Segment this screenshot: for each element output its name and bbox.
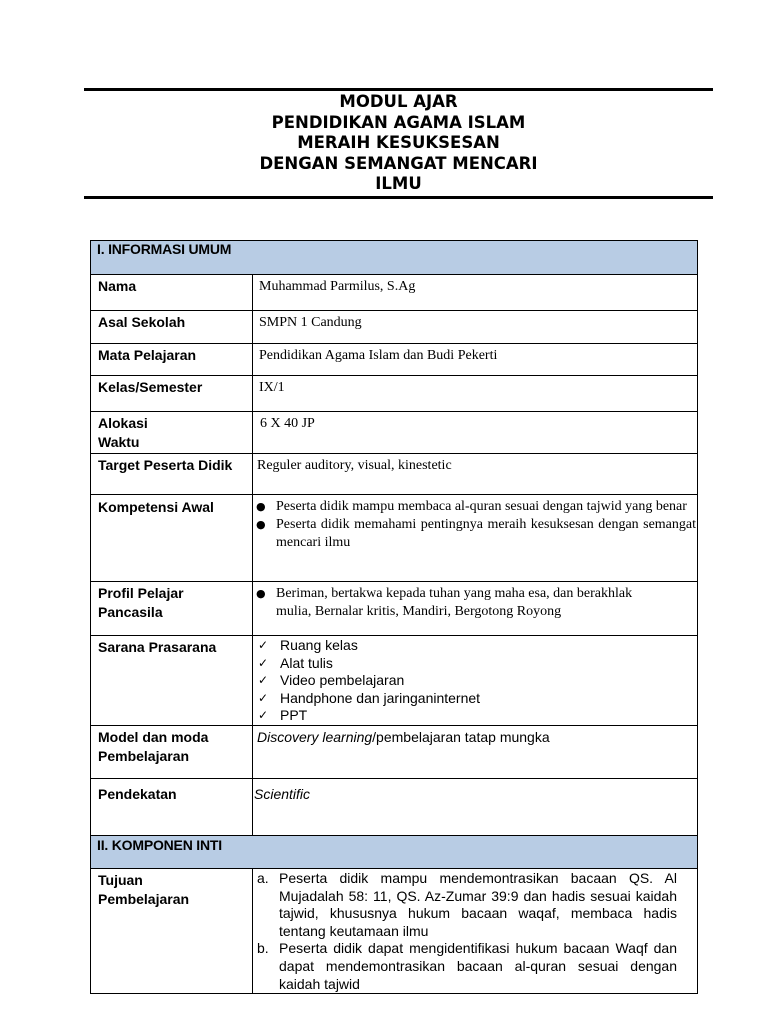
row-label (91, 582, 253, 636)
row-label-line: Pancasila (98, 604, 163, 620)
list-item-text: Peserta didik mampu membaca al-quran sesuai dengan tajwid yang benar (276, 499, 687, 514)
tujuan-list (257, 870, 697, 993)
kompetensi-list (256, 498, 697, 552)
list-item (258, 690, 697, 708)
row-nama (91, 275, 698, 311)
model-name: Discovery learning (257, 729, 373, 745)
list-item (256, 516, 697, 552)
row-value (253, 869, 698, 994)
row-target-peserta-didik (91, 454, 698, 495)
row-label-line: Profil Pelajar (98, 585, 184, 601)
list-item (257, 940, 697, 993)
row-pendekatan (91, 779, 698, 836)
row-label: Target Peserta Didik (91, 454, 253, 495)
row-label: Sarana Prasarana (91, 636, 253, 726)
row-label-line: Tujuan (98, 872, 143, 888)
module-info-table (90, 240, 698, 994)
list-item-text: Ruang kelas (280, 637, 358, 653)
title-line: DENGAN SEMANGAT MENCARI (259, 153, 538, 173)
sarana-list (258, 637, 697, 725)
row-value: 6 X 40 JP (253, 412, 698, 454)
row-alokasi-waktu (91, 412, 698, 454)
list-marker: b. (257, 940, 269, 957)
row-value (253, 495, 698, 582)
list-item-text: Peserta didik memahami pentingnya meraih kesuksesan dengan semangat mencari ilmu (276, 517, 696, 550)
row-label: Pendekatan (91, 779, 253, 836)
bullet-icon: ● (256, 518, 266, 531)
document-title (84, 92, 713, 195)
row-label: Mata Pelajaran (91, 344, 253, 376)
row-label-line: Pembelajaran (98, 748, 190, 764)
list-item-text: Handphone dan jaringaninternet (280, 689, 481, 706)
list-item-text: Alat tulis (280, 654, 333, 671)
row-profil-pelajar-pancasila (91, 582, 698, 636)
row-label (91, 726, 253, 779)
row-value (253, 582, 698, 636)
list-item (258, 655, 697, 673)
check-icon: ✓ (258, 690, 269, 705)
row-label: Kelas/Semester (91, 376, 253, 412)
row-label: Kompetensi Awal (91, 495, 253, 582)
list-item (256, 585, 667, 621)
row-value (253, 726, 698, 779)
list-item-text: Peserta didik mampu mendemontrasikan bacaan QS. Al Mujadalah 58: 11, QS. Az-Zumar 39:9 dan hadis sesuai kaidah tajwid, khususnya hukum bacaan waqaf, membaca hadis tentang keutamaan ilmu (279, 870, 677, 939)
row-label-line: Pembelajaran (98, 891, 190, 907)
model-mode: /pembelajaran tatap mungka (372, 729, 550, 745)
row-kompetensi-awal (91, 495, 698, 582)
row-label: Nama (91, 275, 253, 311)
section-title: I. INFORMASI UMUM (91, 241, 698, 275)
profil-list (256, 585, 667, 621)
list-item-text: Video pembelajaran (280, 672, 405, 689)
title-line: ILMU (375, 174, 422, 194)
section-header-informasi-umum (91, 241, 698, 275)
row-value: Pendidikan Agama Islam dan Budi Pekerti (253, 344, 698, 376)
check-icon: ✓ (258, 638, 269, 652)
title-line: PENDIDIKAN AGAMA ISLAM (271, 112, 526, 132)
row-value: Scientific (253, 779, 698, 836)
list-marker: a. (257, 870, 269, 886)
row-value: Reguler auditory, visual, kinestetic (253, 454, 698, 495)
check-icon: ✓ (258, 673, 269, 688)
list-item (258, 707, 697, 725)
list-item (256, 498, 697, 516)
row-label (91, 412, 253, 454)
section-title: II. KOMPONEN INTI (91, 836, 698, 869)
list-item-text: PPT (280, 707, 308, 724)
row-kelas-semester (91, 376, 698, 412)
title-line: MERAIH KESUKSESAN (297, 133, 500, 153)
header-bottom-rule (84, 196, 713, 199)
row-tujuan-pembelajaran (91, 869, 698, 994)
list-item-text: Beriman, bertakwa kepada tuhan yang maha esa, dan berakhlak mulia, Bernalar kritis, Mandiri, Bergotong Royong (276, 586, 633, 619)
title-line: MODUL AJAR (339, 92, 458, 111)
header-top-rule (84, 88, 713, 91)
row-value (253, 636, 698, 726)
bullet-icon: ● (256, 587, 266, 600)
check-icon: ✓ (258, 708, 269, 723)
bullet-icon: ● (256, 500, 266, 513)
row-value: Muhammad Parmilus, S.Ag (253, 275, 698, 311)
row-model-pembelajaran (91, 726, 698, 779)
section-header-komponen-inti (91, 836, 698, 869)
row-label (91, 869, 253, 994)
row-label-line: Waktu (98, 434, 140, 450)
list-item (258, 637, 697, 655)
row-value: IX/1 (253, 376, 698, 412)
row-label-line: Alokasi (98, 415, 148, 431)
row-mata-pelajaran (91, 344, 698, 376)
row-asal-sekolah (91, 311, 698, 344)
row-label-line: Model dan moda (98, 729, 209, 745)
row-value: SMPN 1 Candung (253, 311, 698, 344)
list-item (258, 672, 697, 690)
row-sarana-prasarana (91, 636, 698, 726)
check-icon: ✓ (258, 655, 269, 670)
row-label: Asal Sekolah (91, 311, 253, 344)
list-item (257, 870, 697, 940)
list-item-text: Peserta didik dapat mengidentifikasi hukum bacaan Waqf dan dapat mendemontrasikan bacaan al-quran sesuai dengan kaidah tajwid (279, 940, 677, 992)
